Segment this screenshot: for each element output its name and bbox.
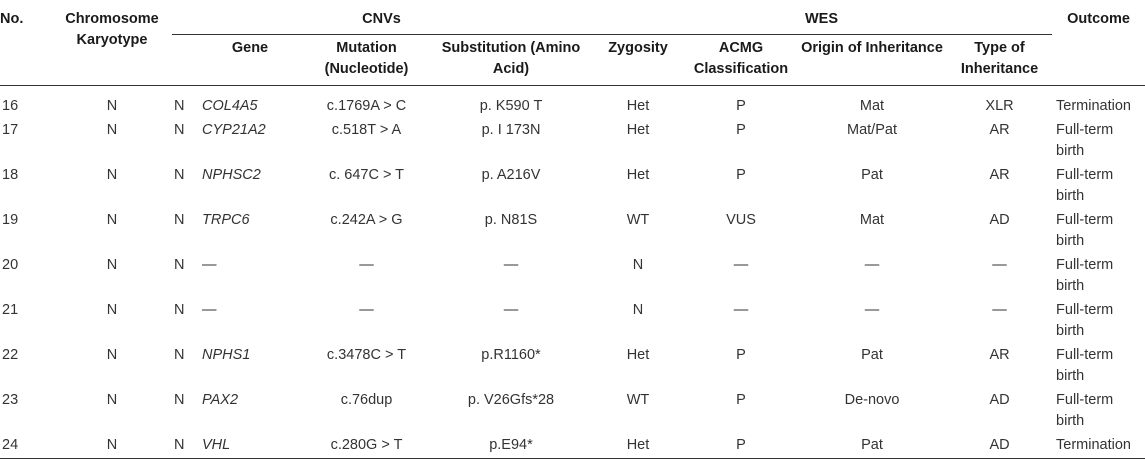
cell-outcome: Full-term birth [1056,257,1114,294]
table-row [0,387,1145,432]
cell-gene: NPHSC2 [202,167,261,183]
table-row [0,297,1145,342]
cell-karyotype: N [52,432,172,459]
cell-origin: — [864,257,880,273]
table-body [0,86,1145,459]
cell-substitution: — [503,257,519,273]
cell-cnv: N [174,257,185,273]
header-wes: WES [591,0,1052,35]
cell-zygosity: N [632,257,644,273]
table-row [0,117,1145,162]
cell-mutation: c. 647C > T [328,167,405,183]
cell-gene: PAX2 [202,392,239,408]
cell-type: AD [947,432,1052,459]
cell-karyotype: N [106,302,118,318]
cell-no: 17 [2,122,19,138]
cell-outcome: Full-term birth [1056,212,1114,249]
cell-outcome: Full-term birth [1056,347,1114,384]
cell-cnv: N [174,302,185,318]
header-cnvs: CNVs [172,0,591,35]
cell-acmg: P [736,392,746,408]
cell-acmg: P [736,122,746,138]
cell-origin: Pat [797,432,947,459]
cell-karyotype: N [106,257,118,273]
cell-zygosity: Het [626,98,650,114]
cell-mutation: c.280G > T [302,432,431,459]
cell-no: 22 [2,347,19,363]
table-row [0,162,1145,207]
cell-gene: CYP21A2 [202,122,266,138]
cell-no: 21 [2,302,19,318]
header-mutation: Mutation (Nucleotide) [302,35,431,86]
cell-type: AR [989,347,1010,363]
cell-no: 16 [2,98,19,114]
cell-mutation: c.242A > G [330,212,403,228]
cell-outcome: Termination [1056,98,1131,114]
cell-zygosity: Het [626,122,650,138]
table-row [0,252,1145,297]
cell-zygosity: WT [626,392,650,408]
cell-outcome: Full-term birth [1056,122,1114,159]
cell-cnv: N [172,432,198,459]
cell-type: XLR [985,98,1014,114]
cell-karyotype: N [106,122,118,138]
cell-no: 23 [2,392,19,408]
cell-mutation: c.518T > A [331,122,402,138]
cell-origin: De-novo [844,392,900,408]
header-cnv-spacer [172,35,198,86]
cell-gene: TRPC6 [202,212,250,228]
header-zygosity: Zygosity [591,35,685,86]
cell-gene: — [202,302,217,318]
cell-outcome: Full-term birth [1056,392,1114,429]
cell-origin: — [864,302,880,318]
header-no: No. [0,0,52,86]
header-row-columns [0,35,1145,86]
cell-cnv: N [174,392,185,408]
cell-outcome: Termination [1052,432,1145,459]
cell-gene: COL4A5 [202,98,258,114]
header-gene: Gene [198,35,302,86]
header-type: Type of Inheritance [947,35,1052,86]
cell-zygosity: N [632,302,644,318]
cell-substitution: p. V26Gfs*28 [467,392,555,408]
table-row [0,86,1145,118]
cell-zygosity: Het [591,432,685,459]
cell-origin: Mat/Pat [847,122,897,138]
cell-outcome: Full-term birth [1056,302,1114,339]
cell-acmg: P [736,98,746,114]
cell-substitution: — [503,302,519,318]
header-karyotype: Chromosome Karyotype [52,0,172,86]
cell-zygosity: Het [626,347,650,363]
cell-karyotype: N [106,212,118,228]
cell-acmg: — [733,302,749,318]
cell-outcome: Full-term birth [1056,167,1114,204]
cell-cnv: N [174,98,185,114]
cell-zygosity: WT [626,212,650,228]
cell-no: 18 [2,167,19,183]
cell-mutation: c.3478C > T [326,347,407,363]
cell-acmg: P [736,347,746,363]
cell-type: — [992,302,1007,318]
cell-mutation: — [359,257,374,273]
table-row [0,432,1145,459]
cell-gene: VHL [198,432,302,459]
header-substitution: Substitution (Amino Acid) [431,35,591,86]
cell-acmg: VUS [726,212,756,228]
cell-acmg: P [736,167,746,183]
cell-mutation: c.76dup [340,392,393,408]
cell-type: AD [989,212,1010,228]
cell-substitution: p. I 173N [481,122,541,138]
cell-cnv: N [174,122,185,138]
cell-no: 24 [0,432,52,459]
cell-substitution: p.R1160* [481,347,541,363]
cell-type: AR [989,122,1010,138]
table-row [0,342,1145,387]
cell-cnv: N [174,167,185,183]
cell-mutation: c.1769A > C [326,98,407,114]
table-row [0,207,1145,252]
cell-origin: Mat [859,98,885,114]
cell-karyotype: N [106,347,118,363]
cell-gene: — [202,257,217,273]
cell-type: AD [989,392,1010,408]
header-acmg: ACMG Classification [685,35,797,86]
cell-origin: Pat [861,167,883,183]
cell-substitution: p. A216V [481,167,541,183]
cell-no: 19 [2,212,19,228]
header-row-groups [0,0,1145,35]
cell-karyotype: N [106,167,118,183]
cell-zygosity: Het [626,167,650,183]
cell-origin: Pat [861,347,883,363]
cell-gene: NPHS1 [202,347,251,363]
cell-substitution: p. K590 T [479,98,543,114]
cell-substitution: p.E94* [431,432,591,459]
cell-karyotype: N [106,392,118,408]
cell-no: 20 [2,257,19,273]
cell-type: — [992,257,1007,273]
cell-acmg: — [733,257,749,273]
cell-cnv: N [174,347,185,363]
cell-acmg: P [685,432,797,459]
cell-cnv: N [174,212,185,228]
cell-origin: Mat [859,212,885,228]
cell-type: AR [989,167,1010,183]
cell-mutation: — [359,302,374,318]
cell-substitution: p. N81S [484,212,538,228]
header-origin: Origin of Inheritance [797,35,947,86]
cell-karyotype: N [106,98,118,114]
header-outcome: Outcome [1052,0,1145,86]
